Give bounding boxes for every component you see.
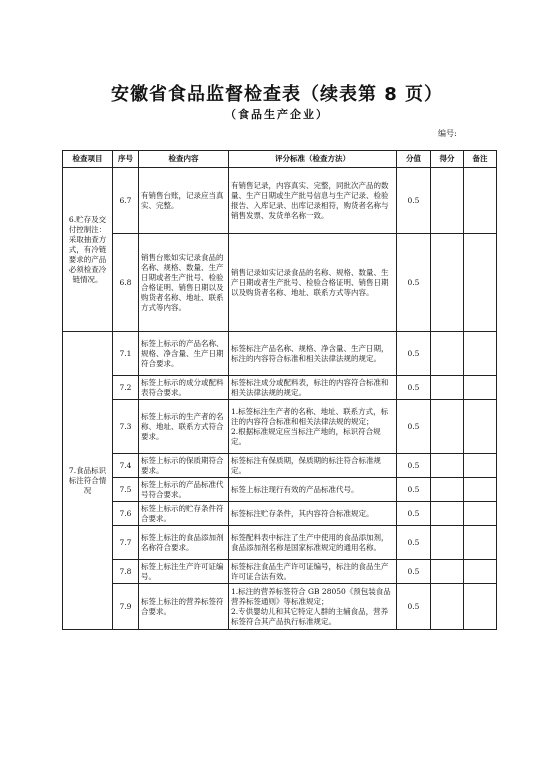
remarks-cell[interactable] (464, 400, 497, 454)
table-row (63, 332, 497, 376)
content-cell: 销售台账如实记录食品的名称、规格、数量、生产日期或者生产批号、检验合格证明、销售日期以及购货者名称、地址、联系方式等内容。 (139, 234, 229, 332)
table-row (63, 376, 497, 400)
table-row (63, 168, 497, 234)
column-header: 得分 (431, 151, 464, 168)
category-cell: 7.食品标识标注符合情况 (63, 332, 113, 630)
column-header: 备注 (464, 151, 497, 168)
doc-number-label: 编号: (438, 129, 457, 138)
standard-cell: 标签标注成分或配料表，标注的内容符合标准和相关法律法规的规定。 (229, 376, 397, 400)
item-number-cell: 7.8 (113, 560, 139, 584)
table-row (63, 502, 497, 526)
score-cell: 0.5 (397, 454, 431, 478)
table-row (63, 454, 497, 478)
content-cell: 标签上标示的产品标准代号符合要求。 (139, 478, 229, 502)
content-cell: 标签上标示的保质期符合要求。 (139, 454, 229, 478)
remarks-cell[interactable] (464, 560, 497, 584)
standard-cell: 1.标签标注生产者的名称、地址、联系方式，标注的内容符合标准和相关法律法规的规定； 2.根据标准规定应当标注产地的，标识符合规定。 (229, 400, 397, 454)
item-number-cell: 7.3 (113, 400, 139, 454)
score-cell: 0.5 (397, 168, 431, 234)
table-row (63, 584, 497, 630)
score-cell: 0.5 (397, 400, 431, 454)
content-cell: 标签上标注生产许可证编号。 (139, 560, 229, 584)
remarks-cell[interactable] (464, 584, 497, 630)
score-cell: 0.5 (397, 502, 431, 526)
points-cell[interactable] (431, 234, 464, 332)
standard-cell: 标签上标注现行有效的产品标准代号。 (229, 478, 397, 502)
remarks-cell[interactable] (464, 454, 497, 478)
score-cell: 0.5 (397, 234, 431, 332)
item-number-cell: 7.4 (113, 454, 139, 478)
score-cell: 0.5 (397, 332, 431, 376)
remarks-cell[interactable] (464, 526, 497, 560)
score-cell: 0.5 (397, 376, 431, 400)
points-cell[interactable] (431, 560, 464, 584)
content-cell: 标签上标示的产品名称、规格、净含量、生产日期符合要求。 (139, 332, 229, 376)
points-cell[interactable] (431, 376, 464, 400)
score-cell: 0.5 (397, 526, 431, 560)
remarks-cell[interactable] (464, 332, 497, 376)
table-row (63, 478, 497, 502)
points-cell[interactable] (431, 584, 464, 630)
score-cell: 0.5 (397, 560, 431, 584)
item-number-cell: 7.6 (113, 502, 139, 526)
table-row (63, 400, 497, 454)
content-cell: 标签上标注的营养标签符合要求。 (139, 584, 229, 630)
column-header: 检查项目 (63, 151, 113, 168)
table-header-row (63, 151, 497, 168)
category-cell: 6.贮存及交付控制注：采取抽查方式，有冷链要求的产品必须检查冷链情况。 (63, 168, 113, 332)
points-cell[interactable] (431, 454, 464, 478)
item-number-cell: 7.2 (113, 376, 139, 400)
points-cell[interactable] (431, 332, 464, 376)
standard-cell: 1.标注的营养标签符合 GB 28050《预包装食品营养标签通则》等标准规定； 2.专供婴幼儿和其它特定人群的主辅食品，营养标签符合其产品执行标准规定。 (229, 584, 397, 630)
content-cell: 标签上标示的生产者的名称、地址、联系方式符合要求。 (139, 400, 229, 454)
column-header: 检查内容 (139, 151, 229, 168)
standard-cell: 标签标注贮存条件，其内容符合标准规定。 (229, 502, 397, 526)
page-subtitle: （食品生产企业） (225, 108, 329, 121)
standard-cell: 标签标注产品名称、规格、净含量、生产日期，标注的内容符合标准和相关法律法规的规定。 (229, 332, 397, 376)
table-row (63, 560, 497, 584)
column-header: 评分标准（检查方法） (229, 151, 397, 168)
remarks-cell[interactable] (464, 502, 497, 526)
item-number-cell: 7.7 (113, 526, 139, 560)
score-cell: 0.5 (397, 584, 431, 630)
column-header: 分值 (397, 151, 431, 168)
item-number-cell: 7.9 (113, 584, 139, 630)
item-number-cell: 6.7 (113, 168, 139, 234)
remarks-cell[interactable] (464, 376, 497, 400)
inspection-table (62, 150, 497, 630)
standard-cell: 标签配料表中标注了生产中使用的食品添加剂，食品添加剂名称是国家标准规定的通用名称。 (229, 526, 397, 560)
standard-cell: 销售记录如实记录食品的名称、规格、数量、生产日期或者生产批号、检验合格证明、销售日期以及购货者名称、地址、联系方式等内容。 (229, 234, 397, 332)
item-number-cell: 6.8 (113, 234, 139, 332)
points-cell[interactable] (431, 502, 464, 526)
score-cell: 0.5 (397, 478, 431, 502)
table-row (63, 234, 497, 332)
remarks-cell[interactable] (464, 234, 497, 332)
table-row (63, 526, 497, 560)
column-header: 序号 (113, 151, 139, 168)
standard-cell: 有销售记录，内容真实、完整，同批次产品的数量、生产日期或生产批号信息与生产记录、检验报告、入库记录、出库记录相符，购货者名称与销售发票、发货单名称一致。 (229, 168, 397, 234)
content-cell: 有销售台账，记录应当真实、完整。 (139, 168, 229, 234)
points-cell[interactable] (431, 478, 464, 502)
page-title: 安徽省食品监督检查表（续表第 8 页） (110, 84, 444, 105)
remarks-cell[interactable] (464, 478, 497, 502)
points-cell[interactable] (431, 400, 464, 454)
points-cell[interactable] (431, 526, 464, 560)
item-number-cell: 7.1 (113, 332, 139, 376)
content-cell: 标签上标示的贮存条件符合要求。 (139, 502, 229, 526)
points-cell[interactable] (431, 168, 464, 234)
content-cell: 标签上标注的食品添加剂名称符合要求。 (139, 526, 229, 560)
standard-cell: 标签标注有保质期，保质期的标注符合标准规定。 (229, 454, 397, 478)
standard-cell: 标签标注食品生产许可证编号，标注的食品生产许可证合法有效。 (229, 560, 397, 584)
remarks-cell[interactable] (464, 168, 497, 234)
content-cell: 标签上标示的成分或配料表符合要求。 (139, 376, 229, 400)
item-number-cell: 7.5 (113, 478, 139, 502)
